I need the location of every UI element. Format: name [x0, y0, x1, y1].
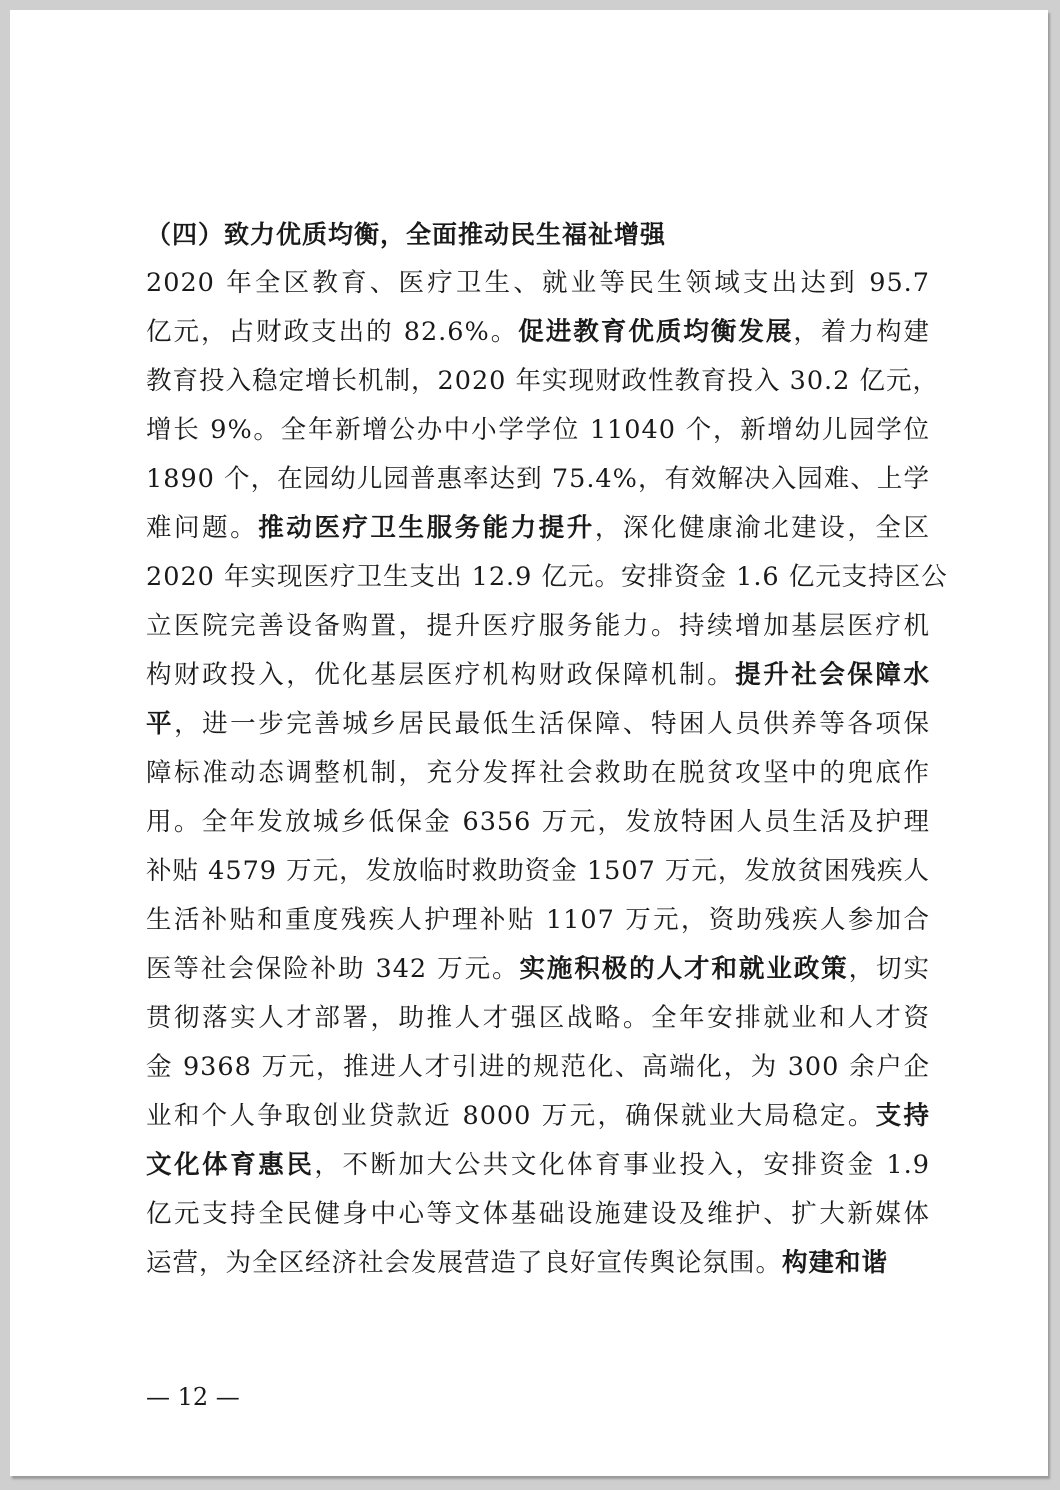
body-text: ，进一步完善城乡居民最低生活保障、特困人员供养等各项保 — [174, 709, 930, 739]
body-text: 业和个人争取创业贷款近 8000 万元，确保就业大局稳定。 — [146, 1101, 876, 1131]
body-text: 贯彻落实人才部署，助推人才强区战略。全年安排就业和人才资 — [146, 1003, 930, 1033]
text-line — [146, 945, 930, 994]
page-number: — 12 — — [146, 1383, 240, 1411]
body-text: 金 9368 万元，推进人才引进的规范化、高端化，为 300 余户企 — [146, 1052, 930, 1082]
body-paragraph — [146, 259, 948, 1288]
body-text: 2020 年全区教育、医疗卫生、就业等民生领域支出达到 95.7 — [146, 268, 930, 298]
emphasis-text: 构建和谐 — [782, 1248, 889, 1278]
body-text: 补贴 4579 万元，发放临时救助资金 1507 万元，发放贫困残疾人 — [146, 856, 930, 886]
body-text: 难问题。 — [146, 513, 259, 543]
body-text: 运营，为全区经济社会发展营造了良好宣传舆论氛围。 — [146, 1248, 783, 1278]
text-line — [146, 994, 930, 1043]
text-line — [146, 847, 930, 896]
text-line — [146, 357, 939, 406]
text-line — [146, 1092, 930, 1141]
document-body — [146, 210, 948, 1288]
body-text: 教育投入稳定增长机制，2020 年实现财政性教育投入 30.2 亿元， — [146, 366, 939, 396]
emphasis-text: 实施积极的人才和就业政策 — [519, 954, 849, 984]
emphasis-text: 促进教育优质均衡发展 — [518, 317, 794, 347]
text-line — [146, 896, 930, 945]
emphasis-text: 提升社会保障水 — [735, 660, 930, 690]
document-page — [10, 10, 1048, 1476]
emphasis-text: 推动医疗卫生服务能力提升 — [258, 513, 595, 543]
text-line — [146, 1190, 930, 1239]
body-text: ，不断加大公共文化体育事业投入，安排资金 1.9 — [314, 1150, 930, 1180]
body-text: 亿元支持全民健身中心等文体基础设施建设及维护、扩大新媒体 — [146, 1199, 930, 1229]
body-text: 构财政投入，优化基层医疗机构财政保障机制。 — [146, 660, 736, 690]
body-text: 障标准动态调整机制，充分发挥社会救助在脱贫攻坚中的兜底作 — [146, 758, 930, 788]
body-text: 1890 个，在园幼儿园普惠率达到 75.4%，有效解决入园难、上学 — [146, 464, 930, 494]
body-text: 亿元，占财政支出的 82.6%。 — [146, 317, 519, 347]
emphasis-text: 支持 — [875, 1101, 930, 1131]
text-line — [146, 749, 930, 798]
section-heading: （四）致力优质均衡，全面推动民生福祉增强 — [146, 220, 667, 249]
emphasis-text: 平 — [146, 709, 175, 739]
body-text: 立医院完善设备购置，提升医疗服务能力。持续增加基层医疗机 — [146, 611, 930, 641]
text-line — [146, 259, 930, 308]
emphasis-text: 文化体育惠民 — [146, 1150, 315, 1180]
body-text: ，着力构建 — [793, 317, 930, 347]
text-line — [146, 651, 930, 700]
body-text: 2020 年实现医疗卫生支出 12.9 亿元。安排资金 1.6 亿元支持区公 — [146, 562, 948, 592]
body-text: 医等社会保险补助 342 万元。 — [146, 954, 520, 984]
text-line — [146, 1239, 930, 1288]
text-line — [146, 1141, 930, 1190]
text-line — [146, 455, 930, 504]
text-line — [146, 700, 930, 749]
text-line — [146, 798, 930, 847]
text-line — [146, 308, 930, 357]
text-line — [146, 602, 930, 651]
text-line — [146, 406, 930, 455]
text-line — [146, 504, 930, 553]
body-text: 生活补贴和重度残疾人护理补贴 1107 万元，资助残疾人参加合 — [146, 905, 930, 935]
body-text: 用。全年发放城乡低保金 6356 万元，发放特困人员生活及护理 — [146, 807, 930, 837]
body-text: ，切实 — [848, 954, 930, 984]
body-text: 增长 9%。全年新增公办中小学学位 11040 个，新增幼儿园学位 — [146, 415, 930, 445]
text-line — [146, 1043, 930, 1092]
text-line — [146, 553, 948, 602]
body-text: ，深化健康渝北建设，全区 — [594, 513, 930, 543]
